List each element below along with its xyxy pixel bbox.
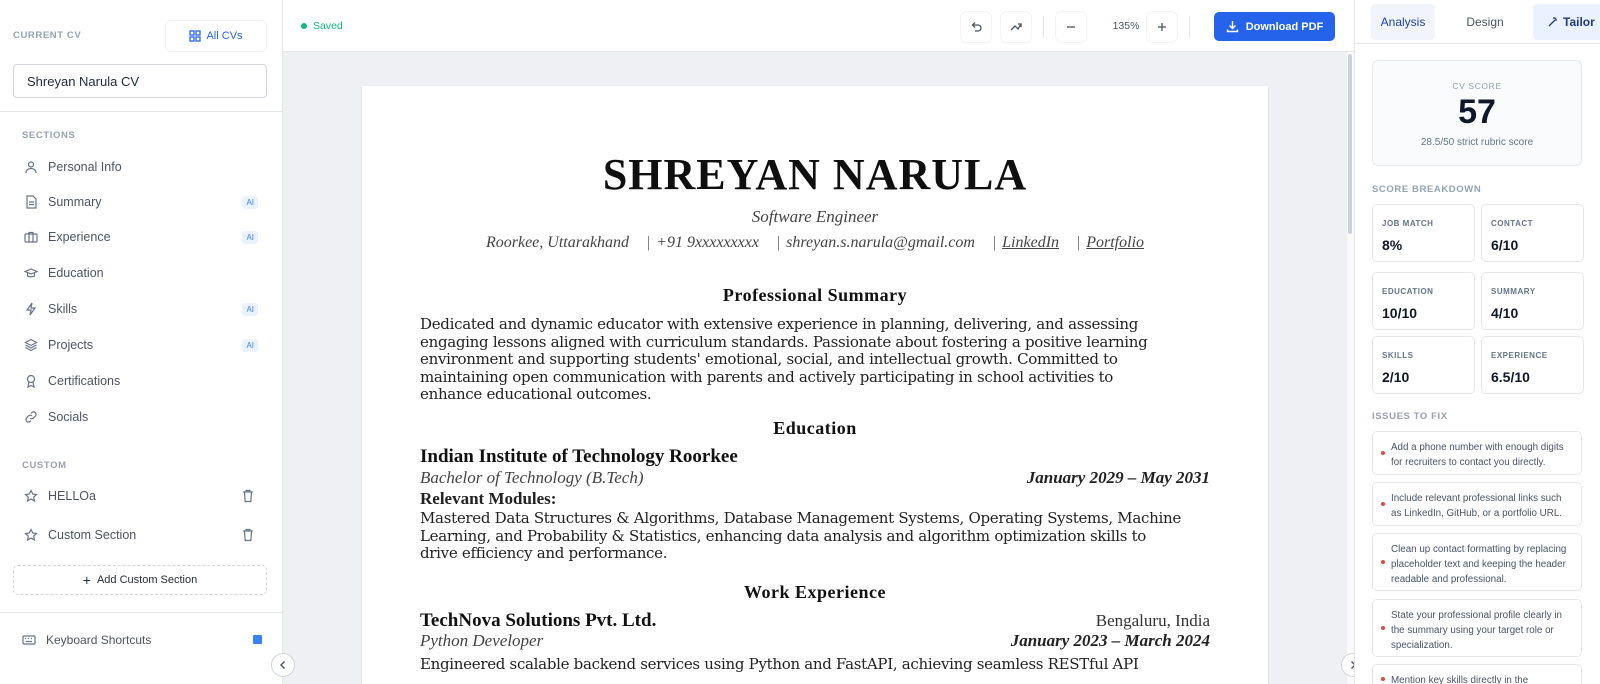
sidebar-item-label: Personal Info [48,160,122,174]
tab-tailor[interactable] [1533,4,1600,40]
issue-dot-icon [1381,502,1385,506]
edu-modules-label: Relevant Modules: [420,489,557,508]
summary-line: maintaining open communication with parents and actively participating in school activities to [420,367,1114,386]
breakdown-label: CONTACT [1491,219,1534,228]
breakdown-label: SUMMARY [1491,287,1536,296]
cv-name-input[interactable] [13,64,267,98]
custom-item-label: HELLOa [48,489,96,503]
cv-score-card [1372,60,1582,166]
user-icon [24,160,38,174]
summary-line: environment and supporting students' emotional, social, and intellectual growth. Committed to [420,350,1118,368]
ai-badge: AI [242,339,258,352]
custom-item-helloa[interactable] [14,479,266,513]
cv-score-label: CV SCORE [1452,81,1502,91]
sidebar-item-socials[interactable] [14,400,266,434]
sidebar-item-certifications[interactable] [14,364,266,398]
redo-button[interactable] [1001,12,1031,42]
sidebar-item-skills[interactable] [14,292,266,326]
work-bullet [420,656,1210,674]
plus-icon [1156,21,1168,33]
current-cv-panel [0,0,283,112]
undo-icon [969,20,983,34]
breakdown-label: JOB MATCH [1382,219,1434,228]
trash-icon[interactable] [242,528,254,542]
ai-badge: AI [242,196,258,209]
sidebar-item-summary[interactable] [14,185,266,219]
sidebar-item-label: Projects [48,338,94,352]
layers-icon [24,338,38,352]
summary-text [420,316,1210,404]
cv-email: shreyan.s.narula@gmail.com [786,234,975,251]
cv-score-value: 57 [1458,93,1496,131]
breakdown-job-match [1372,204,1475,262]
summary-heading: Professional Summary [722,285,908,305]
issue-dot-icon [1381,626,1385,630]
current-cv-label: CURRENT CV [13,30,82,41]
zoom-in-button[interactable] [1147,12,1177,42]
breakdown-contact [1481,204,1584,262]
edu-modules-text [420,510,1210,563]
issue-item[interactable] [1372,482,1582,526]
all-cvs-button[interactable] [165,20,267,52]
editor-toolbar [283,0,1354,52]
issue-dot-icon [1381,451,1385,455]
sidebar-item-label: Socials [48,410,89,424]
keyboard-shortcuts-label: Keyboard Shortcuts [46,633,152,647]
edu-dates: January 2029 – May 2031 [1026,468,1210,487]
collapse-left-sidebar-button[interactable] [271,653,295,677]
breakdown-value: 4/10 [1491,305,1519,321]
cv-location: Roorkee, Uttarakhand [485,234,630,251]
award-icon [24,374,38,388]
summary-line: engaging lessons aligned with curriculum standards. Passionate about fostering a positive learning [420,332,1148,351]
tab-tailor-label: Tailor [1563,15,1595,29]
breakdown-label: EDUCATION [1382,287,1434,296]
tab-analysis[interactable]: Analysis [1371,4,1435,40]
grid-icon [189,30,201,42]
summary-line: enhance educational outcomes. [420,385,652,403]
work-company: TechNova Solutions Pvt. Ltd. [420,610,657,631]
sidebar-item-label: Experience [48,230,111,244]
issue-text: Clean up contact formatting by replacing placeholder text and keeping the header readable and professional. [1391,544,1567,585]
breakdown-value: 10/10 [1382,305,1418,321]
toolbar-divider [1043,16,1044,38]
issue-item[interactable] [1372,599,1582,657]
issues-label: ISSUES TO FIX [1372,411,1448,422]
sidebar-item-experience[interactable] [14,220,266,254]
magic-wand-icon [1547,16,1559,28]
cv-contact-line: Roorkee, Uttarakhand | +91 9xxxxxxxxx | shreyan.s.narula@gmail.com | LinkedIn | Portfolio [485,234,1145,251]
keyboard-shortcuts-button[interactable] [22,633,262,647]
toolbar-divider [1189,16,1190,38]
download-icon [1226,20,1239,33]
document-icon [24,195,38,209]
link-icon [24,410,38,424]
sidebar-item-label: Summary [48,195,102,209]
cv-preview-canvas[interactable] [283,52,1354,684]
issue-dot-icon [1381,560,1385,564]
star-icon [24,489,38,503]
keyboard-icon [22,633,36,647]
breakdown-value: 6.5/10 [1491,369,1530,385]
undo-button[interactable] [961,12,991,42]
education-heading: Education [773,418,857,438]
breakdown-value: 6/10 [1491,237,1519,253]
issue-item[interactable] [1372,431,1582,475]
breakdown-value: 8% [1382,237,1403,253]
minus-icon [1065,21,1077,33]
custom-item-label: Custom Section [48,528,137,542]
panel-tabs [1355,0,1600,44]
add-custom-section-label: Add Custom Section [96,574,198,586]
work-dates: January 2023 – March 2024 [1010,631,1210,650]
modules-line: Learning, and Probability & Statistics, enhancing data analysis and algorithm optimization skills to [420,526,1147,545]
custom-label: CUSTOM [22,460,67,471]
scrollbar-thumb[interactable] [1348,54,1352,234]
sidebar-item-education[interactable] [14,256,266,290]
add-custom-section-button[interactable] [13,565,267,595]
work-heading: Work Experience [744,582,886,602]
issue-text: Add a phone number with enough digits for recruiters to contact you directly. [1391,442,1564,468]
issue-item[interactable] [1372,533,1582,591]
download-pdf-button[interactable] [1214,12,1335,41]
sidebar-item-label: Certifications [48,374,121,388]
ai-badge: AI [242,231,258,244]
edu-degree: Bachelor of Technology (B.Tech) [420,468,644,487]
cv-portfolio-link[interactable]: Portfolio [1086,234,1145,251]
breakdown-skills [1372,336,1475,394]
issue-text: Mention key skills directly in the [1391,675,1529,684]
play-icon [253,635,262,644]
issue-dot-icon [1381,677,1385,681]
saved-label: Saved [313,20,343,32]
breakdown-summary [1481,272,1584,330]
cv-phone: +91 9xxxxxxxxx [656,234,759,251]
saved-dot-icon [301,23,307,29]
download-pdf-label: Download PDF [1245,20,1324,33]
chevron-left-icon [278,660,288,670]
star-icon [24,528,38,542]
keyboard-shortcuts-row [0,612,283,684]
breakdown-education [1372,272,1475,330]
issue-item[interactable] [1372,664,1582,684]
analysis-panel [1354,0,1600,684]
cv-linkedin-link[interactable]: LinkedIn [1002,234,1060,251]
custom-item-custom-section[interactable] [14,518,266,552]
score-breakdown-label: SCORE BREAKDOWN [1372,184,1482,195]
redo-icon [1009,20,1023,34]
work-title: Python Developer [420,631,544,650]
cv-name: SHREYAN NARULA [602,150,1028,199]
left-sidebar [0,0,283,684]
graduation-cap-icon [24,266,38,280]
issue-text: Include relevant professional links such as LinkedIn, GitHub, or a portfolio URL. [1391,493,1562,519]
issue-text: State your professional profile clearly in the summary using your target role or specialization. [1391,610,1562,651]
tab-design[interactable]: Design [1466,15,1504,29]
save-status [301,20,343,32]
zoom-level: 135% [1112,20,1140,32]
sections-label: SECTIONS [22,130,76,141]
cv-page [362,86,1268,684]
breakdown-label: EXPERIENCE [1491,351,1548,360]
plus-icon: + [82,572,91,588]
breakdown-value: 2/10 [1382,369,1410,385]
all-cvs-label: All CVs [206,30,243,42]
briefcase-icon [24,230,38,244]
modules-line: drive efficiency and performance. [420,544,668,562]
breakdown-label: SKILLS [1382,351,1414,360]
modules-line: Mastered Data Structures & Algorithms, Database Management Systems, Operating Systems, Machine [420,509,1181,527]
edu-institution: Indian Institute of Technology Roorkee [420,446,738,467]
sidebar-item-label: Skills [48,302,78,316]
ai-badge: AI [242,303,258,316]
trash-icon[interactable] [242,489,254,503]
cv-role: Software Engineer [751,207,879,226]
summary-line: Dedicated and dynamic educator with extensive experience in planning, delivering, and assessing [420,315,1139,333]
zoom-out-button[interactable] [1056,12,1086,42]
work-location: Bengaluru, India [1095,611,1210,630]
work-line: Engineered scalable backend services using Python and FastAPI, achieving seamless RESTful API [420,655,1139,673]
sidebar-item-label: Education [48,266,104,280]
breakdown-experience [1481,336,1584,394]
sidebar-item-personal-info[interactable] [14,150,266,184]
lightning-icon [24,302,38,316]
cv-score-subtitle: 28.5/50 strict rubric score [1420,137,1534,148]
sidebar-item-projects[interactable] [14,328,266,362]
